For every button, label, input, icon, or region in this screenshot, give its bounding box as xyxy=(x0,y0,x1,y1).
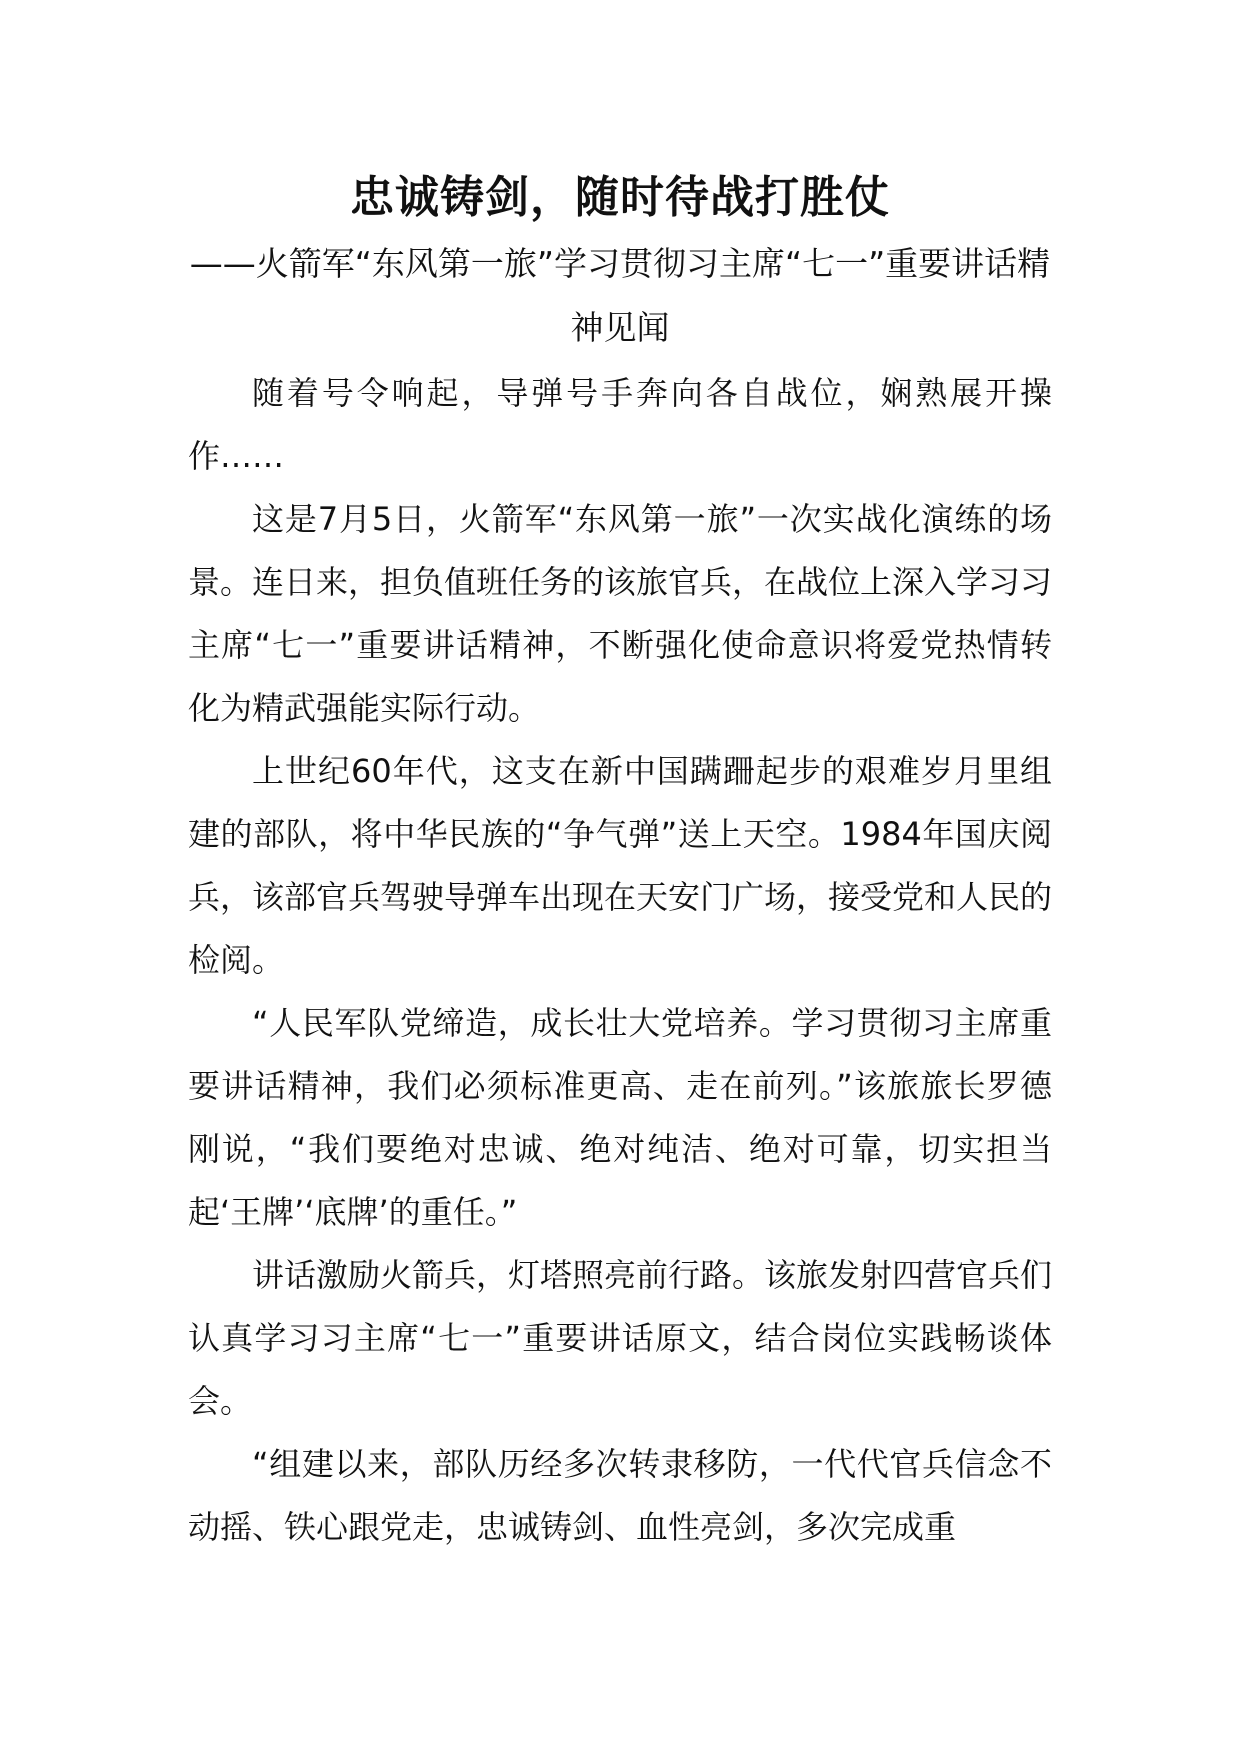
document-body xyxy=(188,362,1052,1559)
document-title: 忠诚铸剑，随时待战打胜仗 xyxy=(350,172,890,223)
paragraph: 这是7月5日，火箭军“东风第一旅”一次实战化演练的场景。连日来，担负值班任务的该旅官兵，在战位上深入学习习主席“七一”重要讲话精神，不断强化使命意识将爱党热情转化为精武强能实际行动。 xyxy=(188,500,1053,727)
document-subtitle: ——火箭军“东风第一旅”学习贯彻习主席“七一”重要讲话精神见闻 xyxy=(189,244,1051,347)
paragraph: 上世纪60年代，这支在新中国蹒跚起步的艰难岁月里组建的部队，将中华民族的“争气弹”送上天空。1984年国庆阅兵，该部官兵驾驶导弹车出现在天安门广场，接受党和人民的检阅。 xyxy=(188,752,1053,979)
paragraph: 随着号令响起，导弹号手奔向各自战位，娴熟展开操作…… xyxy=(188,374,1052,475)
paragraph: “组建以来，部队历经多次转隶移防，一代代官兵信念不动摇、铁心跟党走，忠诚铸剑、血性亮剑，多次完成重 xyxy=(188,1445,1052,1546)
paragraph: 讲话激励火箭兵，灯塔照亮前行路。该旅发射四营官兵们认真学习习主席“七一”重要讲话原文，结合岗位实践畅谈体会。 xyxy=(188,1256,1053,1420)
paragraph: “人民军队党缔造，成长壮大党培养。学习贯彻习主席重要讲话精神，我们必须标准更高、走在前列。”该旅旅长罗德刚说，“我们要绝对忠诚、绝对纯洁、绝对可靠，切实担当起‘王牌’‘底牌’的重任。” xyxy=(188,1004,1052,1231)
